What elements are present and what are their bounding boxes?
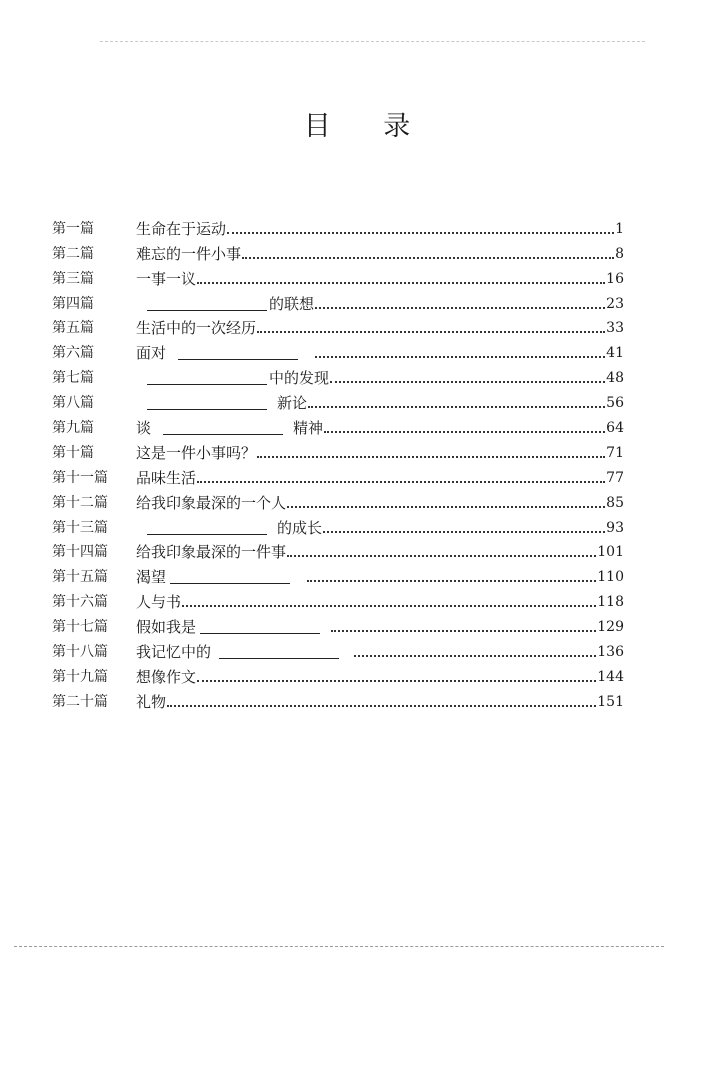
toc-entry[interactable] — [52, 488, 624, 513]
chapter-number: 第三篇 — [52, 270, 94, 287]
chapter-number: 第十九篇 — [52, 668, 108, 685]
fill-in-blank — [147, 369, 267, 385]
dot-leader — [354, 655, 596, 657]
chapter-title — [136, 219, 226, 239]
dot-leader — [167, 705, 596, 707]
chapter-number: 第二十篇 — [52, 693, 108, 710]
toc-entry[interactable] — [52, 388, 624, 413]
page-number: 118 — [597, 594, 624, 611]
chapter-title — [136, 468, 196, 488]
chapter-number: 第一篇 — [52, 220, 94, 237]
chapter-title — [136, 294, 314, 314]
chapter-number: 第十七篇 — [52, 619, 108, 636]
toc-entry[interactable] — [52, 662, 624, 687]
chapter-title — [136, 493, 286, 513]
dot-leader — [257, 331, 605, 333]
chapter-title — [136, 418, 323, 438]
chapter-title — [136, 244, 241, 264]
fill-in-blank — [147, 295, 267, 311]
page-number: 77 — [606, 469, 624, 486]
chapter-number: 第十六篇 — [52, 594, 108, 611]
toc-entry[interactable] — [52, 239, 624, 264]
toc-entry[interactable] — [52, 214, 624, 239]
chapter-number: 第六篇 — [52, 345, 94, 362]
toc-entry[interactable] — [52, 363, 624, 388]
chapter-title-text: 生命在于运动 — [136, 219, 227, 238]
chapter-title-text: 这是一件小事吗？ — [136, 443, 257, 462]
chapter-title-prefix: 面对 — [136, 344, 167, 363]
dot-leader — [330, 381, 605, 383]
fill-in-blank — [178, 344, 298, 360]
chapter-number: 第七篇 — [52, 370, 94, 387]
chapter-number: 第十二篇 — [52, 494, 108, 511]
dot-leader — [197, 680, 596, 682]
chapter-number: 第十五篇 — [52, 569, 108, 586]
toc-entry[interactable] — [52, 637, 624, 662]
chapter-number: 第十四篇 — [52, 544, 108, 561]
chapter-title-suffix: 的联想 — [269, 294, 315, 313]
chapter-title — [136, 592, 181, 612]
chapter-title — [136, 443, 256, 463]
toc-entry[interactable] — [52, 687, 624, 712]
chapter-number: 第十八篇 — [52, 644, 108, 661]
dot-leader — [324, 431, 605, 433]
chapter-title — [136, 343, 314, 363]
chapter-title — [136, 567, 306, 587]
toc-entry[interactable] — [52, 513, 624, 538]
scan-edge-top — [100, 41, 645, 42]
page-number: 8 — [615, 245, 624, 262]
fill-in-blank — [219, 643, 339, 659]
chapter-title-text: 给我印象最深的一个人 — [136, 493, 287, 512]
toc-entry[interactable] — [52, 314, 624, 339]
page-number: 93 — [606, 519, 624, 536]
chapter-title — [136, 368, 329, 388]
chapter-title-text: 品味生活 — [136, 468, 197, 487]
chapter-title — [136, 318, 256, 338]
page-number: 110 — [597, 569, 624, 586]
chapter-title-text: 一事一议 — [136, 269, 197, 288]
toc-entry[interactable] — [52, 562, 624, 587]
toc-entry[interactable] — [52, 413, 624, 438]
dot-leader — [257, 456, 605, 458]
fill-in-blank — [147, 519, 267, 535]
page-number: 1 — [615, 220, 624, 237]
toc-entry[interactable] — [52, 338, 624, 363]
page-number: 33 — [606, 320, 624, 337]
page-number: 64 — [606, 420, 624, 437]
dot-leader — [197, 481, 605, 483]
chapter-number: 第四篇 — [52, 295, 94, 312]
chapter-title-text: 给我印象最深的一件事 — [136, 543, 287, 562]
chapter-number: 第五篇 — [52, 320, 94, 337]
dot-leader — [227, 232, 614, 234]
page-number: 71 — [606, 444, 624, 461]
page-number: 136 — [597, 644, 624, 661]
chapter-title — [136, 667, 196, 687]
chapter-title — [136, 642, 353, 662]
chapter-title — [136, 617, 330, 637]
chapter-number: 第八篇 — [52, 395, 94, 412]
dot-leader — [315, 356, 605, 358]
chapter-title-prefix: 假如我是 — [136, 618, 197, 637]
page-title: 目 录 — [303, 111, 433, 142]
page-number: 23 — [606, 295, 624, 312]
page-number: 144 — [597, 668, 624, 685]
fill-in-blank — [163, 419, 283, 435]
chapter-title — [136, 269, 196, 289]
toc-entry[interactable] — [52, 612, 624, 637]
toc-entry[interactable] — [52, 463, 624, 488]
dot-leader — [197, 282, 605, 284]
chapter-title-text: 生活中的一次经历 — [136, 319, 257, 338]
chapter-title-text: 礼物 — [136, 692, 167, 711]
chapter-title-text: 人与书 — [136, 593, 182, 612]
page-number: 85 — [606, 494, 624, 511]
chapter-number: 第十篇 — [52, 444, 94, 461]
chapter-title-text: 想像作文 — [136, 667, 197, 686]
page-number: 129 — [597, 619, 624, 636]
chapter-title — [136, 542, 286, 562]
scan-edge-bottom — [14, 946, 664, 947]
chapter-number: 第十三篇 — [52, 519, 108, 536]
toc-entry[interactable] — [52, 264, 624, 289]
chapter-title-prefix: 谈 — [136, 419, 152, 438]
dot-leader — [242, 257, 614, 259]
table-of-contents — [52, 214, 624, 712]
page-number: 56 — [606, 395, 624, 412]
chapter-number: 第十一篇 — [52, 469, 108, 486]
page-number: 151 — [597, 693, 624, 710]
dot-leader — [182, 605, 596, 607]
dot-leader — [331, 630, 596, 632]
chapter-title-text: 难忘的一件小事 — [136, 244, 242, 263]
toc-entry[interactable] — [52, 438, 624, 463]
chapter-title-suffix: 中的发现 — [269, 369, 330, 388]
toc-entry[interactable] — [52, 587, 624, 612]
chapter-number: 第九篇 — [52, 420, 94, 437]
chapter-title — [136, 518, 322, 538]
fill-in-blank — [147, 394, 267, 410]
fill-in-blank — [200, 618, 320, 634]
chapter-title-prefix: 我记忆中的 — [136, 643, 212, 662]
chapter-number: 第二篇 — [52, 245, 94, 262]
chapter-title-prefix: 渴望 — [136, 568, 167, 587]
dot-leader — [307, 580, 596, 582]
toc-entry[interactable] — [52, 289, 624, 314]
chapter-title — [136, 692, 166, 712]
chapter-title-suffix: 的成长 — [277, 518, 323, 537]
page-number: 101 — [597, 544, 624, 561]
dot-leader — [287, 506, 605, 508]
page-number: 48 — [606, 370, 624, 387]
dot-leader — [308, 406, 605, 408]
dot-leader — [323, 531, 605, 533]
page-number: 41 — [606, 345, 624, 362]
chapter-title-suffix: 新论 — [277, 394, 308, 413]
dot-leader — [287, 555, 596, 557]
dot-leader — [315, 307, 605, 309]
page-number: 16 — [606, 270, 624, 287]
chapter-title-suffix: 精神 — [293, 419, 324, 438]
fill-in-blank — [170, 568, 290, 584]
toc-entry[interactable] — [52, 538, 624, 563]
chapter-title — [136, 393, 307, 413]
